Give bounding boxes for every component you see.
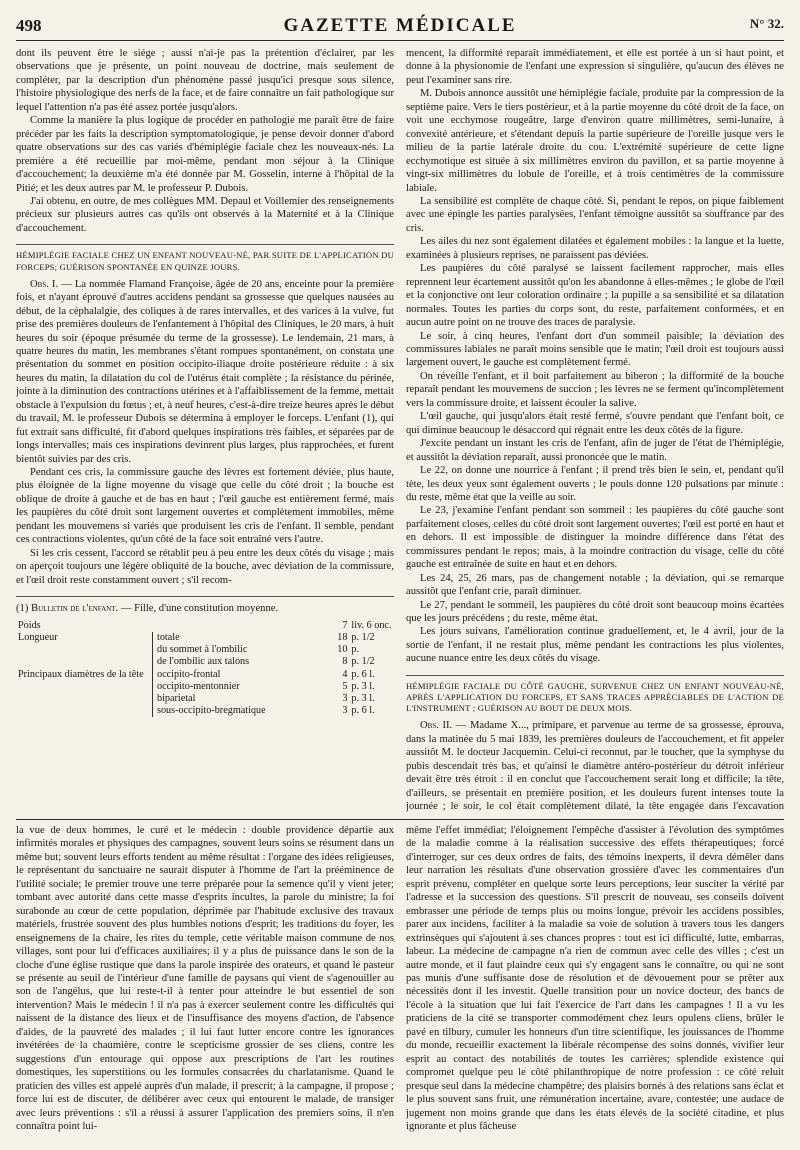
row-group: Poids — [18, 619, 41, 631]
paragraph: dont ils peuvent être le siége ; aussi n'ai-je pas la prétention d'éclairer, par les observations que je présente, un point nouveau de doctrine, mais seulement de compléter, par la description d'un phénomène passé jusqu'ici presque sous silence, l'histoire physiologique des nerfs de la face, et de faire connaître un fait pathologique sur lequel l'attention n'a pas été assez portée jusqu'alors. — [16, 48, 394, 113]
row-unit: p. 6 l. — [351, 668, 375, 680]
feuilleton-left-column — [16, 824, 394, 1150]
row-label: du sommet à l'ombilic — [153, 644, 322, 656]
paragraph-obs1 — [16, 278, 394, 466]
feuilleton-divider — [16, 819, 784, 820]
row-label: biparietal — [153, 693, 322, 705]
paragraph: Le soir, à cinq heures, l'enfant dort d'un sommeil paisible; la déviation des commissures labiales ne paraît moins sensible que le matin; l'œil droit est toujours aussi largement ouvert, le gauche est complètement fermé. — [406, 330, 784, 369]
footnote-title — [16, 602, 394, 615]
row-value: 7 — [342, 619, 348, 631]
issue-number: N° 32. — [749, 16, 784, 31]
page-number: 498 — [16, 16, 42, 35]
obs1-label: Obs. I. — [30, 278, 59, 290]
row-unit: p. 6 l. — [351, 705, 375, 717]
paragraph: Le 22, on donne une nourrice à l'enfant ; il prend très bien le sein, et, pendant qu'il tète, les deux yeux sont également ouverts ; le pouls donne 120 pulsations par minute : du reste, même état que la veille au soir. — [406, 465, 784, 503]
section-title-obs1: HÉMIPLÉGIE FACIALE CHEZ UN ENFANT NOUVEAU-NÉ, PAR SUITE DE L'APPLICATION DU FORCEPS; GUÉRISON SPONTANÉE EN QUINZE JOURS. — [16, 244, 394, 272]
table-row — [16, 644, 394, 656]
row-label: occipito-frontal — [153, 669, 322, 681]
row-value: 3 — [342, 692, 348, 704]
table-row — [16, 681, 394, 693]
table-row — [16, 656, 394, 668]
feuilleton-section — [16, 824, 784, 1150]
footnote-heading: Bulletin de l'enfant. — [31, 603, 119, 615]
paragraph: Le 27, pendant le sommeil, les paupières du côté droit sont beaucoup moins écartées que les jours précédens ; du reste, même état. — [406, 599, 784, 625]
footnote-ref: (1) — [16, 603, 32, 615]
row-label: de l'ombilic aux talons — [153, 656, 322, 668]
row-group — [16, 644, 153, 656]
section-title-obs2: HÉMIPLÉGIE FACIALE DU CÔTÉ GAUCHE, SURVENUE CHEZ UN ENFANT NOUVEAU-NÉ, APRÈS L'APPLICATION DU FORCEPS, ET SANS TRACES APPRÉCIABLES DE L'ACTION DE L'INSTRUMENT ; GUÉRISON AU BOUT DE DEUX MOIS. — [406, 675, 784, 715]
paragraph: L'œil gauche, qui jusqu'alors était resté fermé, s'ouvre pendant que l'enfant boit, ce qui diminue beaucoup le désaccord qui régnait entre les deux côtés de la figure. — [406, 411, 784, 436]
obs2-label: Obs. II. — [420, 720, 453, 732]
table-row — [16, 669, 394, 681]
row-unit: p. 1/2 — [351, 656, 375, 668]
feuilleton-right-column — [406, 824, 784, 1150]
footnote — [16, 596, 394, 717]
row-group — [16, 693, 153, 705]
paragraph: Les jours suivans, l'amélioration continue graduellement, et, le 4 avril, jour de la sortie de l'enfant, il ne restait plus, même pendant les contractions les plus violentes, aucune nuance entre les deux côtés du visage. — [406, 626, 784, 665]
row-group — [16, 705, 153, 717]
row-label: sous-occipito-bregmatique — [153, 705, 322, 717]
paragraph: Les paupières du côté paralysé se laissent facilement rapprocher, mais elles reprennent leur écartement aussitôt qu'on les abandonne à elles-mêmes ; le globe de l'œil et la conjonctive ont leur coloration ordinaire ; la pupille a sa sensibilité et sa dilatation normales. Toutes les parties du corps sont, du reste, parfaitement conformées, et en aucun autre point on ne trouve des traces de paralysie. — [406, 263, 784, 329]
table-row — [16, 632, 394, 644]
row-unit: p. 3 l. — [351, 692, 375, 704]
footnote-subheading: — Fille, d'une constitution moyenne. — [118, 603, 279, 615]
paragraph-obs2 — [406, 719, 784, 815]
row-value: 10 — [337, 644, 348, 656]
row-group — [16, 656, 153, 668]
measurements-table — [16, 620, 394, 718]
paragraph: Les ailes du nez sont également dilatées et également mobiles : la langue et la luette, examinées à plusieurs reprises, ne paraissent pas déviées. — [406, 236, 784, 261]
upper-columns — [16, 47, 784, 815]
paragraph: Pendant ces cris, la commissure gauche des lèvres est fortement déviée, plus haute, plus éloignée de la ligne moyenne du visage que celle du côté droit ; la bouche est oblique de droite à gauche et de bas en haut ; l'œil gauche est entièrement fermé, mais les paupières du côté droit sont largement ouvertes et complètement immobiles, même pendant les mouvemens si variés que produisent les cris de l'enfant. Il semble, pendant ces contractions violentes, qu'un côté de la face soit entraîné vers l'autre. — [16, 467, 394, 546]
row-label: occipito-mentonnier — [153, 681, 322, 693]
paragraph: La sensibilité est complète de chaque côté. Si, pendant le repos, on pique faiblement avec une épingle les parties paralysées, l'enfant témoigne aussitôt sa souffrance par des cris. — [406, 195, 784, 234]
row-unit: p. 3 l. — [351, 680, 375, 692]
row-unit: p. 1/2 — [351, 631, 375, 643]
paragraph: mencent, la difformité reparaît immédiatement, et elle est portée à un si haut point, et donne à la physionomie de l'enfant une expression si singulière, qu'aucun des élèves ne peut l'examiner sans rire. — [406, 48, 784, 86]
left-column — [16, 47, 394, 815]
paragraph: On réveille l'enfant, et il boit parfaitement au biberon ; la difformité de la bouche reparaît pendant les mouvemens de succion ; les lèvres ne se ferment qu'incomplètement vers la commissure droite, et laissent écouler la salive. — [406, 370, 784, 409]
right-column — [406, 47, 784, 815]
table-row — [16, 620, 394, 632]
paragraph: M. Dubois annonce aussitôt une hémiplégie faciale, produite par la compression de la septième paire. Vers le tiers postérieur, et à la partie moyenne du côté droit de la face, on voit une ecchymose rougeâtre, large d'environ quatre millimètres, semi-lunaire, à convexité antérieure, et s'étendant depuis la partie supérieure de l'oreille jusque vers le milieu de la partie latérale droite du cou. L'extrémité supérieure de cette ligne ecchymotique est située à six millimètres environ du pavillon, et sa partie moyenne à vingt-six millimètres du lobule de l'oreille, et à trois centimètres de la commissure labiale. — [406, 88, 784, 194]
journal-title: GAZETTE MÉDICALE — [283, 15, 517, 36]
row-unit: liv. 6 onc. — [351, 619, 392, 631]
obs1-text: — La nommée Flamand Françoise, âgée de 20 ans, enceinte pour la première fois, et n'ayant éprouvé d'autres accidens pendant sa grossesse que quelques nausées au début, de la céphalalgie, des coliques à de rares intervalles, et des varices à la vulve, fut prise des premières douleurs de l'enfantement à l'hôpital des Cliniques, le 20 mars, à huit heures du soir (époque présumée du terme de la grossesse). Le lendemain, 21 mars, à quatre heures du matin, les membranes s'étant rompues spontanément, on constata une présentation du sommet en position occipito-iliaque droite postérieure réduite : à six heures du matin, la dilatation du col de l'utérus était complète ; la résistance du périnée, jointe à la diminution des contractions utérines et à l'affaiblissement de la femme, mettait obstacle à l'expulsion du fœtus ; et, à neuf heures, c'est-à-dire treize heures après le début du travail, M. le professeur Dubois se détermina à employer le forceps. L'enfant (1), qui fut extrait sans difficulté, fit d'abord quelques inspirations très faibles, et séparées par de longs intervalles; mais ces inspirations devinrent plus larges, plus rapprochées, et furent bientôt suivies par des cris. — [16, 278, 394, 465]
paragraph: J'ai obtenu, en outre, de mes collègues MM. Depaul et Voillemier des renseignements précieux sur plusieurs autres cas qu'ils ont observés à la Maternité et à la Clinique d'accouchement. — [16, 195, 394, 234]
row-value: 4 — [342, 668, 348, 680]
row-label — [153, 620, 322, 632]
row-value: 18 — [337, 631, 348, 643]
row-group — [16, 681, 153, 693]
obs2-text: — Madame X..., primipare, et parvenue au terme de sa grossesse, éprouva, dans la matinée du 5 mai 1839, les premières douleurs de l'accouchement, et fit appeler aussitôt M. le docteur Jacquemin. Celui-ci reconnut, par le toucher, que la symphyse du pubis descendait très bas, et qu'ainsi le diamètre antéro-postérieur du détroit inférieur devait être très étroit : il en conclut que l'accouchement serait long et difficile; la tête, d'ailleurs, se présentait en première position, et les douleurs furent intenses toute la journée ; le soir, le col était complètement dilaté, la tête engagée dans l'excavation — [406, 720, 784, 813]
row-unit: p. — [351, 644, 360, 656]
table-row — [16, 705, 394, 717]
row-value: 8 — [342, 656, 348, 668]
paragraph: la vue de deux hommes, le curé et le médecin : double providence départie aux infirmités morales et physiques des campagnes, souvent leurs soins se résument dans un même but; souvent leurs efforts tendent au même résultat : l'organe des idées religieuses, le représentant du sanctuaire ne saurait disputer à l'homme de l'art la prééminence de l'utilité sociale; le premier trouve une terre préparée pour la semence qu'il y vient jeter; tombant avec autorité dans cette masse d'esprits incultes, la parole du ministre; la foi surabonde au cœur de cette population, déprimée par l'habitude exclusive des travaux matériels, frustrée souvent des plus humbles notions d'esprit; les traditions du foyer, les enseignemens de la chaire, les rites du temple, cette véritable maison commune de nos villages, sont pour lui d'efficaces auxiliaires; il y a plus de puissance dans le son de la cloche d'une église rustique que dans la parole inspirée des orateurs, et quand le pasteur se présente au seuil de l'intérieur d'une famille de paysans qui vient de s'agenouiller au son de l'angélus, que lui reste-t-il à tenter pour atteindre le but essentiel de son intervention? Mais le médecin ! il n'a pas à exercer seulement contre les difficultés qui naissent de la distance des lieux et de l'insuffisance des moyens d'action, de l'absence d'aides, de la pauvreté des malades ; il lui faut lutter encore contre les ignorances invétérées de la chaumière, contre le scepticisme grossier de ses cliens, contre les suggestions d'un entourage qui oppose aux prescriptions de l'art les routines domestiques, les superstitions ou les formules consacrées du charlatanisme. Quand le praticien des villes est appelé auprès d'un malade, il prescrit; à la campagne, il propose ; force lui est de discuter, de délibérer avec ceux qui entourent le malade, de transiger avec leurs préventions : s'il a réussi à assurer l'application des premiers soins, il n'en connaîtra point lui- — [16, 825, 394, 1132]
paragraph: Le 23, j'examine l'enfant pendant son sommeil : les paupières du côté gauche sont parfaitement closes, celles du côté droit sont largement ouvertes; l'œil est porté en haut et en dehors. Il est impossible de distinguer la moindre différence dans l'état des commissures pendant le repos; mais, à la moindre contraction du visage, celle du côté gauche est entraînée de suite en haut et en dehors. — [406, 505, 784, 571]
paragraph: J'excite pendant un instant les cris de l'enfant, afin de juger de l'état de l'hémiplégie, et aussitôt la déviation reparaît, aussi prononcée que le matin. — [406, 438, 784, 463]
paragraph: Comme la manière la plus logique de procéder en pathologie me paraît être de faire précéder par les faits la description symptomatologique, je pense devoir donner d'abord quatre observations sur des cas variés d'hémiplégie faciale chez les nouveaux-nés. La première a été recueillie par moi-même, pendant mon séjour à la Clinique d'accouchement; la deuxième m'a été donnée par M. Gosselin, interne à l'hôpital de la Pitié; et les deux autres par M. le professeur P. Dubois. — [16, 115, 394, 194]
row-group: Principaux diamètres de la tête — [18, 668, 144, 680]
row-value: 3 — [342, 705, 348, 717]
row-label: totale — [153, 632, 322, 644]
row-value: 5 — [342, 680, 348, 692]
paragraph: Les 24, 25, 26 mars, pas de changement notable ; la déviation, qui se remarque aussitôt que l'enfant crie, paraît diminuer. — [406, 572, 784, 598]
paragraph: Si les cris cessent, l'accord se rétablit peu à peu entre les deux côtés du visage ; mais on aperçoit toujours une légère obliquité de la bouche, avec déviation de la commissure, et l'œil droit reste constamment ouvert ; s'il recom- — [16, 547, 394, 586]
table-row — [16, 693, 394, 705]
page-header — [16, 14, 784, 41]
row-group: Longueur — [18, 631, 58, 643]
paragraph: même l'effet immédiat; l'éloignement l'empêche d'assister à l'évolution des symptômes de la maladie comme à la réalisation successive des effets thérapeutiques; forcé d'interroger, sur ces deux ordres de faits, des témoins inexperts, il devra démêler dans leur narration les résultats d'une observation grossière d'avec les commentaires d'un esprit prévenu, compléter en quelque sorte leurs perceptions, leur susciter la vérité par l'adresse et la succession des questions. S'il prescrit de nouveau, ses conseils doivent embrasser une période de temps plus ou moins longue, prévoir les accidens possibles, parer aux incidens, faciliter à la maladie sa voie de solution à travers tous les dangers extrinsèques qui s'ajoutent à ses chances propres : tout est ici difficulté, lutte, embarras, labeur. La médecine de campagne n'a rien de commun avec celle des villes ; c'est un autre monde, et il faut plaindre ceux qui s'y engagent sans le connaître, ou qui ne sont pas munis d'une suffisante dose de résolution et de dévouement pour se prêter aux nécessités dont il les investit. Quelle transition pour un novice docteur, des bancs de l'école à la situation que lui fait l'exercice de l'art dans les campagnes ! Il a vu les praticiens de la cité se transporter commodément chez leurs opulens cliens, brûler le pavé en tilbury, cumuler les honneurs d'un titre scientifique, les jouissances de l'homme du monde, recueillir exactement la libérale récompense des soins donnés, vivifier leur esprit au contact des notabilités de toutes les carrières; splendide existence qui compromet quelque peu le côté philanthropique de notre profession : ce côté reluit presque seul dans la médecine champêtre; des plaisirs bornés à des relations sans éclat et le plus souvent sans fruit, une rémunération incertaine, avare, contestée; une audace de jugement non moins grande que dans les états élevés de la société citadine, et plus ignorante et plus fâcheuse — [406, 825, 784, 1132]
